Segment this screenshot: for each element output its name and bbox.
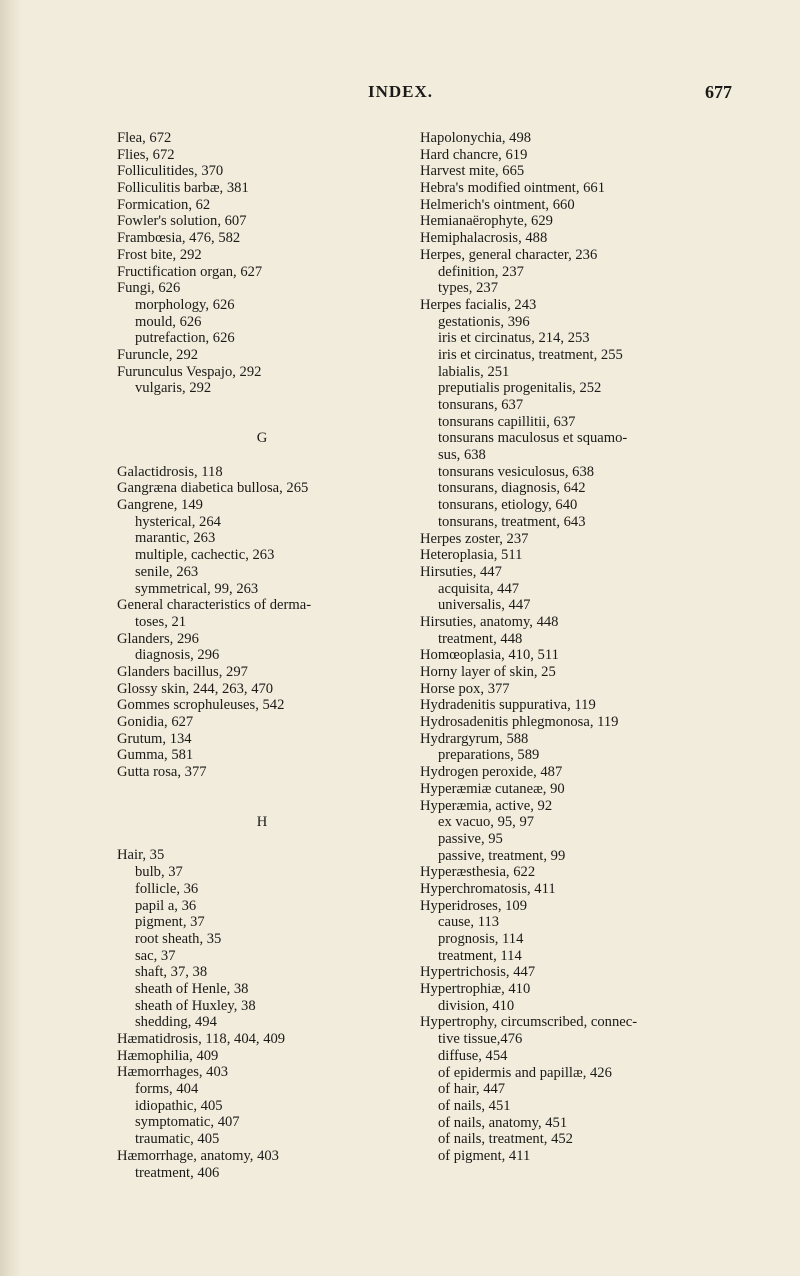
index-entry: Hyperchromatosis, 411 — [420, 880, 556, 897]
index-entry: Fructification organ, 627 — [117, 263, 263, 280]
index-entry: Fowler's solution, 607 — [117, 213, 247, 230]
index-subentry: multiple, cachectic, 263 — [135, 547, 275, 564]
index-column-left — [117, 130, 417, 1181]
index-subentry: pigment, 37 — [135, 914, 205, 931]
index-subentry: bulb, 37 — [135, 864, 183, 881]
index-subentry: shedding, 494 — [135, 1014, 217, 1031]
index-entry: Fungi, 626 — [117, 280, 181, 297]
index-entry: Flea, 672 — [117, 130, 172, 146]
index-subentry: ex vacuo, 95, 97 — [438, 814, 535, 831]
index-subentry: of pigment, 411 — [438, 1147, 531, 1164]
index-entry: Helmerich's ointment, 660 — [420, 196, 575, 213]
index-subentry: tonsurans capillitii, 637 — [438, 413, 576, 430]
index-entry: Flies, 672 — [117, 146, 175, 163]
index-subentry: iris et circinatus, 214, 253 — [438, 330, 590, 347]
index-subentry: tonsurans vesiculosus, 638 — [438, 463, 595, 480]
index-subentry: senile, 263 — [135, 563, 199, 580]
index-entry: Frost bite, 292 — [117, 246, 202, 263]
index-subentry: gestationis, 396 — [438, 313, 530, 330]
index-subentry: hysterical, 264 — [135, 513, 221, 530]
index-subentry: mould, 626 — [135, 313, 202, 330]
index-entry: Hirsuties, anatomy, 448 — [420, 613, 559, 630]
index-entry: Hydrogen peroxide, 487 — [420, 764, 563, 781]
index-subentry: universalis, 447 — [438, 597, 531, 614]
index-entry: Glanders, 296 — [117, 630, 199, 647]
index-subentry: of epidermis and papillæ, 426 — [438, 1064, 612, 1081]
index-subentry: putrefaction, 626 — [135, 330, 235, 347]
index-entry: Hirsuties, 447 — [420, 563, 502, 580]
index-subentry: acquisita, 447 — [438, 580, 520, 597]
index-entry: Hard chancre, 619 — [420, 146, 528, 163]
index-entry: Hyperæmia, active, 92 — [420, 797, 553, 814]
index-subentry: diffuse, 454 — [438, 1047, 508, 1064]
index-entry: Hebra's modified ointment, 661 — [420, 180, 606, 197]
index-entry: Hydrosadenitis phlegmonosa, 119 — [420, 714, 619, 731]
index-entry: Heteroplasia, 511 — [420, 547, 523, 564]
section-letter-heading: G — [256, 430, 268, 446]
index-subentry: treatment, 448 — [438, 630, 523, 647]
index-entry: Horse pox, 377 — [420, 680, 510, 697]
index-subentry: sac, 37 — [135, 947, 176, 964]
index-subentry: tonsurans maculosus et squamo- — [438, 430, 628, 447]
index-subentry: toses, 21 — [135, 613, 187, 630]
index-subentry: of nails, treatment, 452 — [438, 1131, 573, 1148]
page-header — [0, 82, 800, 106]
index-subentry: symptomatic, 407 — [135, 1114, 240, 1131]
index-entry: Hæmorrhages, 403 — [117, 1064, 229, 1081]
index-subentry: tonsurans, treatment, 643 — [438, 513, 586, 530]
index-entry: Folliculitides, 370 — [117, 163, 224, 180]
index-entry: Hemianaërophyte, 629 — [420, 213, 553, 230]
index-subentry: preputialis progenitalis, 252 — [438, 380, 602, 397]
section-letter-heading: H — [256, 813, 268, 830]
index-entry: Hypertrophiæ, 410 — [420, 981, 531, 998]
index-entry: Horny layer of skin, 25 — [420, 664, 556, 680]
index-subentry: forms, 404 — [135, 1081, 199, 1098]
index-entry: Herpes, general character, 236 — [420, 246, 598, 263]
index-entry: Glanders bacillus, 297 — [117, 663, 248, 680]
index-subentry: morphology, 626 — [135, 296, 235, 313]
index-entry: Herpes facialis, 243 — [420, 296, 537, 313]
index-entry: Hydradenitis suppurativa, 119 — [420, 697, 596, 714]
index-subentry: division, 410 — [438, 997, 515, 1014]
index-entry: Harvest mite, 665 — [420, 163, 525, 180]
index-subentry: iris et circinatus, treatment, 255 — [438, 346, 623, 363]
index-subentry: vulgaris, 292 — [135, 380, 212, 397]
index-subentry: diagnosis, 296 — [135, 647, 220, 664]
index-entry: Hair, 35 — [117, 847, 165, 864]
index-entry: Gangrene, 149 — [117, 497, 203, 514]
index-entry: Hypertrichosis, 447 — [420, 964, 536, 981]
index-entry: Gutta rosa, 377 — [117, 764, 207, 781]
index-entry: Furuncle, 292 — [117, 346, 199, 363]
page-number: 677 — [705, 82, 732, 102]
index-subentry: prognosis, 114 — [438, 931, 524, 947]
index-subentry: tonsurans, diagnosis, 642 — [438, 480, 586, 497]
index-subentry: papil a, 36 — [135, 897, 197, 914]
index-entry: Hemiphalacrosis, 488 — [420, 230, 548, 247]
index-subentry: tonsurans, etiology, 640 — [438, 497, 578, 514]
index-subentry: idiopathic, 405 — [135, 1097, 223, 1114]
index-entry: Hydrargyrum, 588 — [420, 730, 529, 747]
index-subentry: of hair, 447 — [438, 1081, 506, 1098]
index-entry: Hapolonychia, 498 — [420, 130, 532, 146]
index-entry: General characteristics of derma- — [117, 597, 312, 614]
index-subentry: sheath of Henle, 38 — [135, 980, 249, 997]
index-entry: Homœoplasia, 410, 511 — [420, 647, 559, 664]
index-subentry: labialis, 251 — [438, 363, 510, 380]
index-column-right — [420, 130, 795, 1165]
index-subentry: follicle, 36 — [135, 880, 199, 897]
index-entry: Glossy skin, 244, 263, 470 — [117, 680, 274, 697]
index-entry: Frambœsia, 476, 582 — [117, 230, 241, 247]
index-entry: Folliculitis barbæ, 381 — [117, 180, 249, 197]
page-title: INDEX. — [368, 82, 434, 101]
index-subentry: treatment, 114 — [438, 947, 522, 964]
index-entry: Hæmatidrosis, 118, 404, 409 — [117, 1031, 286, 1047]
index-subentry: types, 237 — [438, 280, 498, 297]
index-entry: Hyperidroses, 109 — [420, 897, 528, 914]
index-subentry: marantic, 263 — [135, 530, 216, 547]
section-spacer — [117, 830, 417, 847]
index-subentry: tonsurans, 637 — [438, 397, 524, 413]
index-entry: Gonidia, 627 — [117, 714, 194, 730]
index-subentry: traumatic, 405 — [135, 1131, 220, 1148]
index-subentry: symmetrical, 99, 263 — [135, 580, 259, 597]
index-entry: Formication, 62 — [117, 196, 211, 213]
index-subentry: of nails, 451 — [438, 1097, 511, 1114]
index-subentry: definition, 237 — [438, 263, 524, 280]
index-subentry: sus, 638 — [438, 447, 486, 464]
index-entry: Galactidrosis, 118 — [117, 463, 223, 480]
index-entry: Hypertrophy, circumscribed, connec- — [420, 1014, 638, 1031]
index-subentry: shaft, 37, 38 — [135, 964, 208, 981]
index-entry: Hæmorrhage, anatomy, 403 — [117, 1147, 279, 1164]
index-entry: Hæmophilia, 409 — [117, 1047, 219, 1064]
page-binding-shadow — [0, 0, 22, 1276]
index-subentry: root sheath, 35 — [135, 930, 222, 947]
index-subentry: tive tissue,476 — [438, 1031, 523, 1048]
section-spacer — [117, 397, 417, 430]
index-entry: Gangræna diabetica bullosa, 265 — [117, 480, 309, 497]
index-subentry: passive, 95 — [438, 830, 503, 847]
index-entry: Hyperæsthesia, 622 — [420, 864, 536, 881]
section-spacer — [117, 447, 417, 464]
index-entry: Furunculus Vespajo, 292 — [117, 363, 262, 380]
index-entry: Hyperæmiæ cutaneæ, 90 — [420, 780, 565, 797]
index-entry: Grutum, 134 — [117, 730, 192, 747]
index-subentry: sheath of Huxley, 38 — [135, 997, 256, 1014]
index-subentry: cause, 113 — [438, 914, 500, 931]
index-subentry: of nails, anatomy, 451 — [438, 1114, 568, 1131]
section-spacer — [117, 781, 417, 814]
index-entry: Gumma, 581 — [117, 747, 194, 764]
index-entry: Herpes zoster, 237 — [420, 530, 529, 547]
index-entry: Gommes scrophuleuses, 542 — [117, 697, 285, 714]
index-subentry: preparations, 589 — [438, 747, 540, 764]
index-subentry: passive, treatment, 99 — [438, 847, 566, 864]
index-subentry: treatment, 406 — [135, 1164, 220, 1181]
